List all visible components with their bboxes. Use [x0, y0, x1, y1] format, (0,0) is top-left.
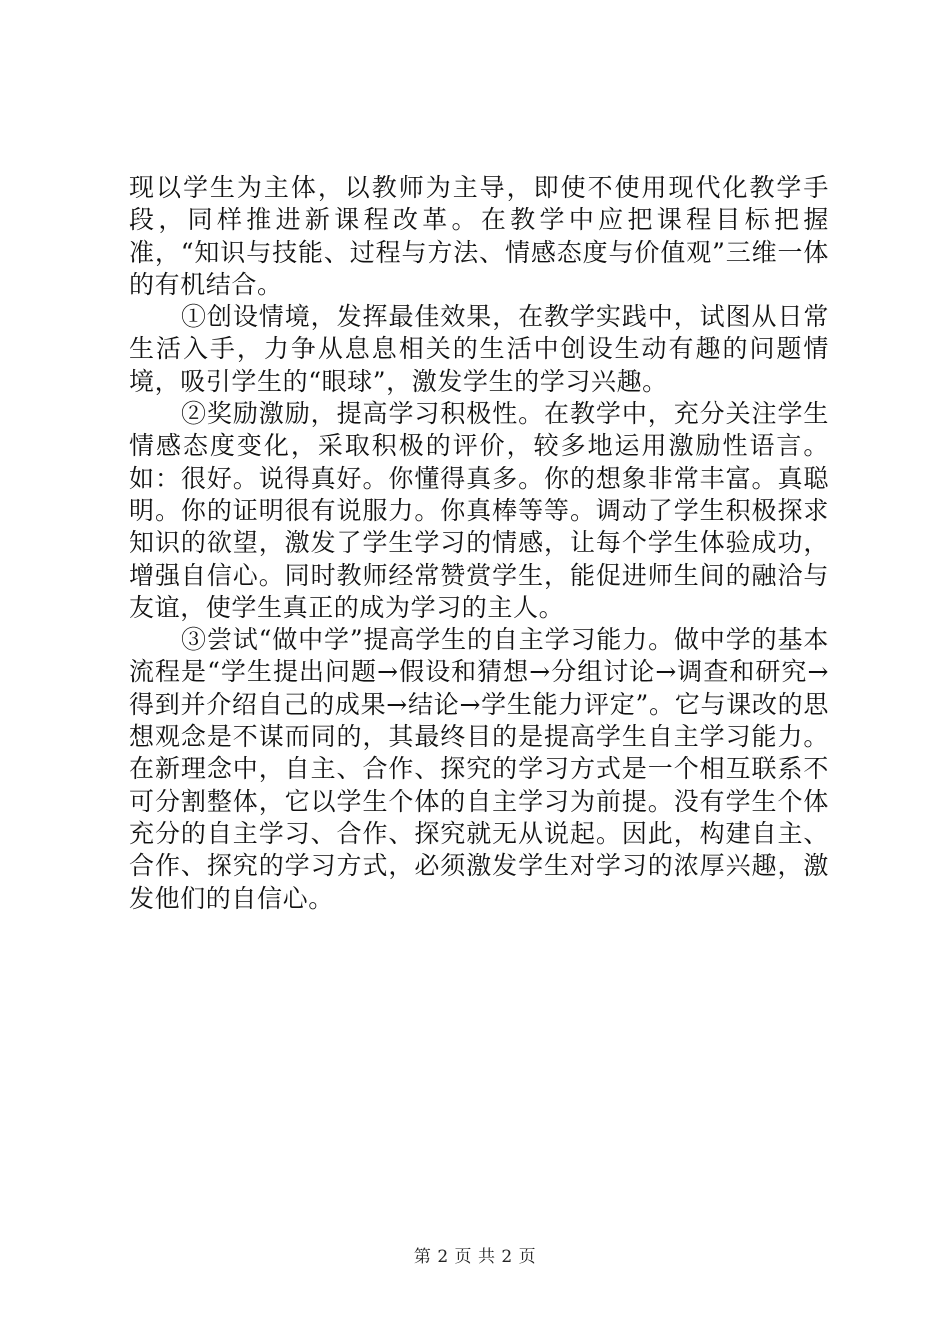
document-body: [129, 172, 829, 915]
paragraph-point-3: ③尝试“做中学”提高学生的自主学习能力。做中学的基本流程是“学生提出问题→假设和猜想→分组讨论→调查和研究→得到并介绍自己的成果→结论→学生能力评定”。它与课改的思想观念是不谋而同的，其最终目的是提高学生自主学习能力。在新理念中，自主、合作、探究的学习方式是一个相互联系不可分割整体，它以学生个体的自主学习为前提。没有学生个体充分的自主学习、合作、探究就无从说起。因此，构建自主、合作、探究的学习方式，必须激发学生对学习的浓厚兴趣，激发他们的自信心。: [129, 625, 829, 913]
paragraph-point-2: ②奖励激励，提高学习积极性。在教学中，充分关注学生情感态度变化，采取积极的评价，较多地运用激励性语言。如：很好。说得真好。你懂得真多。你的想象非常丰富。真聪明。你的证明很有说服力。你真棒等等。调动了学生积极探求知识的欲望，激发了学生学习的情感，让每个学生体验成功，增强自信心。同时教师经常赞赏学生，能促进师生间的融洽与友谊，使学生真正的成为学习的主人。: [129, 399, 829, 622]
page-number-footer: 第 2 页 共 2 页: [413, 1247, 537, 1267]
paragraph-point-1: ①创设情境，发挥最佳效果，在教学实践中，试图从日常生活入手，力争从息息相关的生活中创设生动有趣的问题情境，吸引学生的“眼球”，激发学生的学习兴趣。: [129, 302, 829, 396]
paragraph-intro: 现以学生为主体，以教师为主导，即使不使用现代化教学手段，同样推进新课程改革。在教学中应把课程目标把握准，“知识与技能、过程与方法、情感态度与价值观”三维一体的有机结合。: [129, 173, 829, 299]
